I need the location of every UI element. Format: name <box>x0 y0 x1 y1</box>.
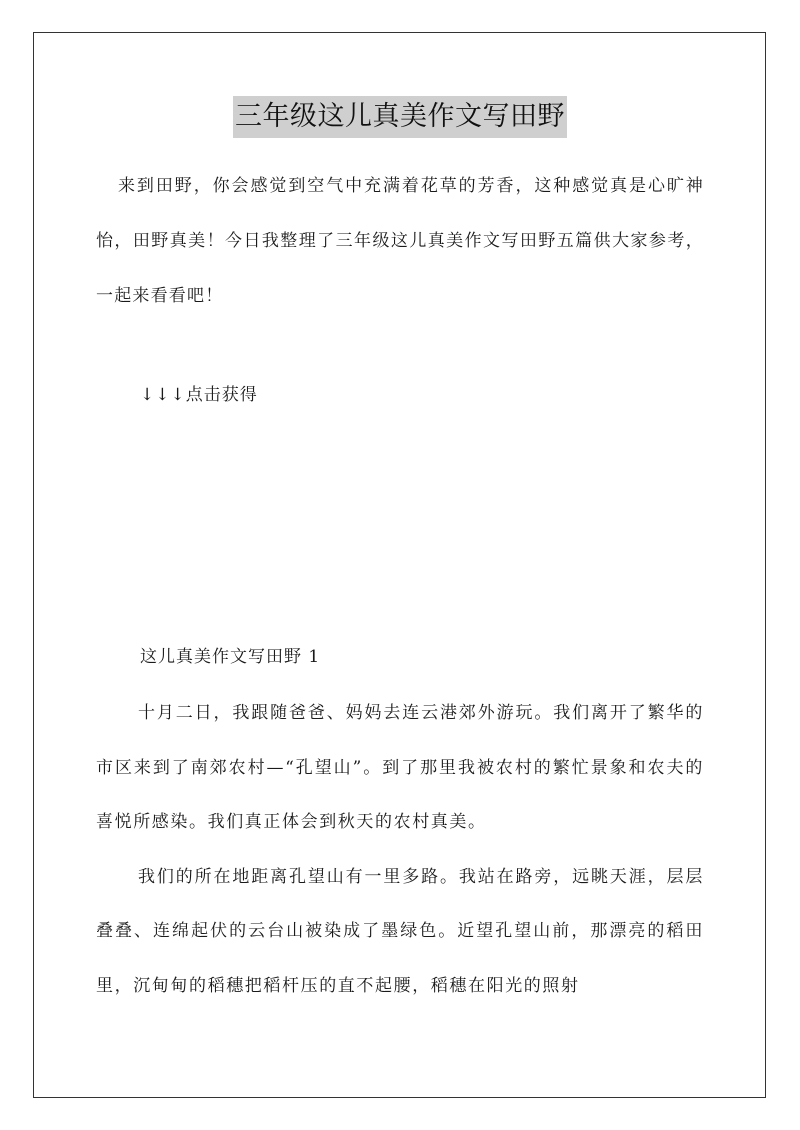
document-title: 三年级这儿真美作文写田野 <box>233 96 567 138</box>
click-to-get-link[interactable]: ↓↓↓点击获得 <box>140 385 258 405</box>
essay-paragraph-1: 十月二日，我跟随爸爸、妈妈去连云港郊外游玩。我们离开了繁华的市区来到了南郊农村—“孔望山”。到了那里我被农村的繁忙景象和农夫的喜悦所感染。我们真正体会到秋天的农村真美。 <box>96 703 704 832</box>
intro-section <box>96 159 704 324</box>
title-container <box>0 96 800 138</box>
essay-paragraph-2: 我们的所在地距离孔望山有一里多路。我站在路旁，远眺天涯，层层叠叠、连绵起伏的云台山被染成了墨绿色。近望孔望山前，那漂亮的稻田里，沉甸甸的稻穗把稻杆压的直不起腰，稻穗在阳光的照射 <box>96 866 704 996</box>
intro-paragraph: 来到田野，你会感觉到空气中充满着花草的芳香，这种感觉真是心旷神怡，田野真美！今日我整理了三年级这儿真美作文写田野五篇供大家参考，一起来看看吧！ <box>96 176 704 306</box>
section-heading: 这儿真美作文写田野 1 <box>140 647 321 667</box>
essay-body <box>96 686 704 1013</box>
